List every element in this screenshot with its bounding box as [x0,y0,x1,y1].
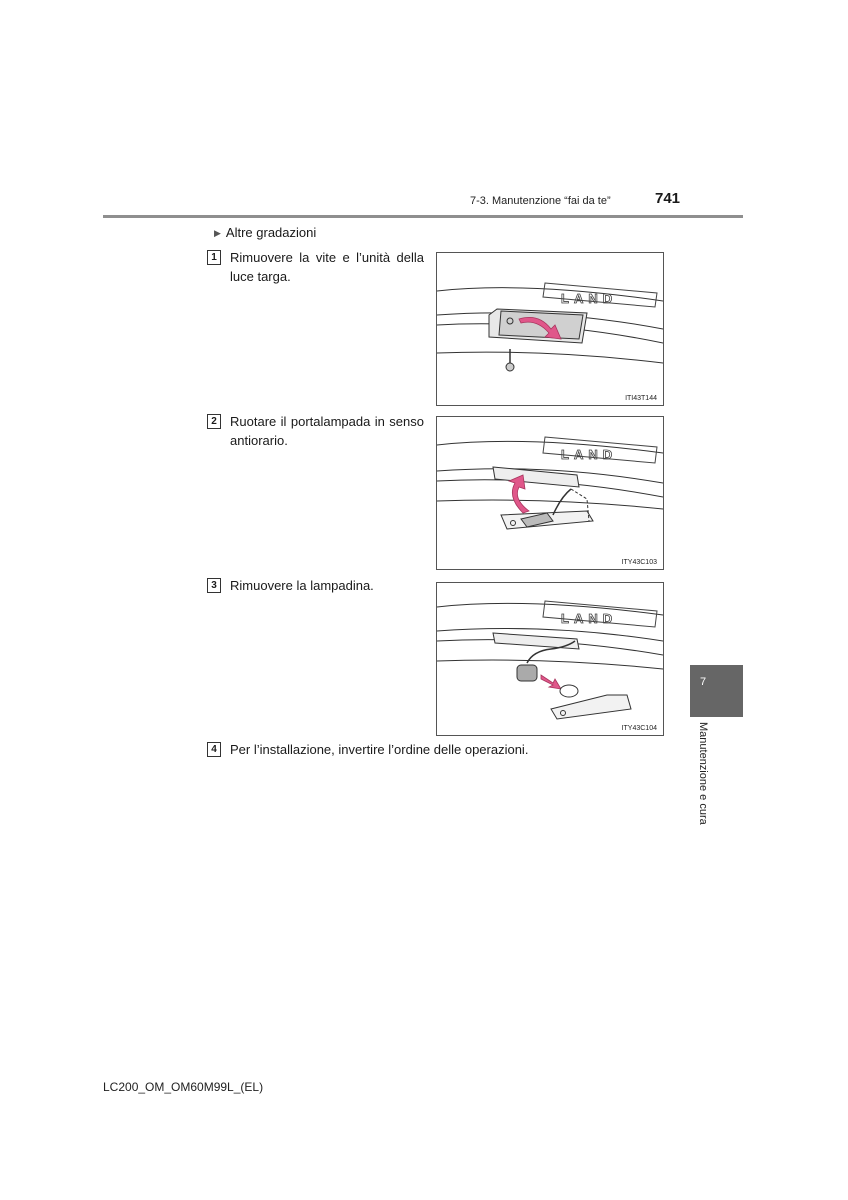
subsection-heading [214,225,316,240]
step-3-number: 3 [207,578,221,593]
step-4-number: 4 [207,742,221,757]
step-2-text: Ruotare il portalampada in senso antiorario. [230,414,424,448]
figure-code-2: ITY43C103 [621,559,657,566]
step-1-number: 1 [207,250,221,265]
step-2-number: 2 [207,414,221,429]
svg-text:LAND: LAND [561,447,618,462]
document-code: LC200_OM_OM60M99L_(EL) [103,1080,264,1094]
step-3-text: Rimuovere la lampadina. [230,578,374,593]
chapter-label: Manutenzione e cura [697,722,709,825]
chapter-number: 7 [700,676,707,688]
step-4-text: Per l’installazione, invertire l’ordine delle operazioni. [230,742,529,757]
figure-code-1: ITI43T144 [625,395,657,402]
figure-step-2 [436,416,664,570]
step-1-text: Rimuovere la vite e l’unità della luce targa. [230,250,424,284]
figure-step-1 [436,252,664,406]
svg-text:LAND: LAND [561,611,618,626]
page-number: 741 [655,190,681,207]
section-title: 7-3. Manutenzione “fai da te” [470,195,611,207]
subsection-label: Altre gradazioni [225,225,317,240]
figure-code-3: ITY43C104 [621,725,657,732]
triangle-bullet-icon: ▶ [214,228,221,238]
header-divider [103,215,743,218]
figure-emblem-text: LAND [561,291,618,306]
figure-step-3 [436,582,664,736]
chapter-tab [690,665,743,717]
